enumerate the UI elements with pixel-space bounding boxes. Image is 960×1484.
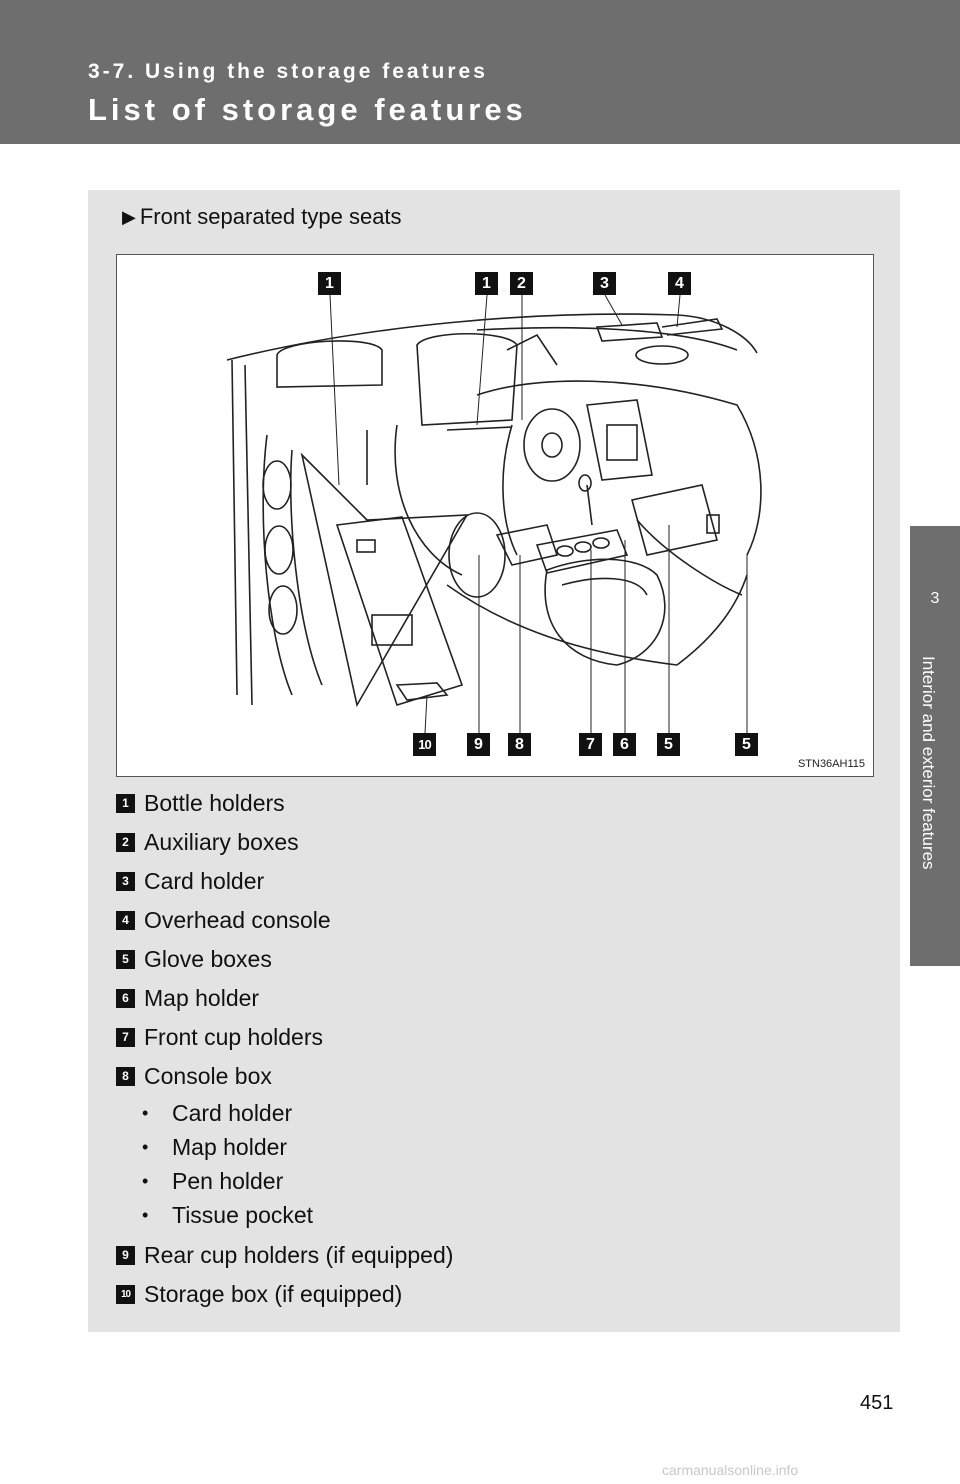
section-label: 3-7. Using the storage features <box>88 60 488 83</box>
list-item <box>116 862 876 901</box>
callout-6: 6 <box>613 733 636 756</box>
figure-code: STN36AH115 <box>797 758 865 770</box>
item-label: Front cup holders <box>144 1024 323 1050</box>
list-item <box>116 940 876 979</box>
number-badge: 3 <box>116 872 135 891</box>
number-badge: 9 <box>116 1246 135 1265</box>
callout-7: 7 <box>579 733 602 756</box>
number-badge: 4 <box>116 911 135 930</box>
subheading-text: Front separated type seats <box>139 204 402 229</box>
callout-1-left: 1 <box>318 272 341 295</box>
bullet-icon: • <box>142 1170 149 1191</box>
sub-item-label: Pen holder <box>172 1167 284 1194</box>
callout-8: 8 <box>508 733 531 756</box>
item-label: Card holder <box>144 868 265 894</box>
callout-3: 3 <box>593 272 616 295</box>
list-item <box>116 901 876 940</box>
list-item <box>116 1236 876 1275</box>
number-badge: 8 <box>116 1067 135 1086</box>
item-label: Console box <box>144 1063 272 1089</box>
list-item <box>116 1057 876 1096</box>
sub-item-label: Map holder <box>172 1133 288 1160</box>
number-badge: 1 <box>116 794 135 813</box>
item-label: Map holder <box>144 985 260 1011</box>
list-item <box>116 1018 876 1057</box>
bullet-icon: • <box>142 1102 149 1123</box>
callout-9: 9 <box>467 733 490 756</box>
console-box-contents <box>116 1096 876 1232</box>
list-item <box>116 823 876 862</box>
item-label: Auxiliary boxes <box>144 829 299 855</box>
storage-feature-list <box>116 784 876 1314</box>
item-label: Bottle holders <box>144 790 285 816</box>
watermark: carmanualsonline.info <box>662 1462 799 1478</box>
chapter-number: 3 <box>930 590 940 607</box>
chapter-tab <box>910 526 960 966</box>
vehicle-interior-drawing <box>117 255 873 776</box>
sub-list-item <box>116 1198 876 1232</box>
arrow-right-icon: ▶ <box>122 206 136 227</box>
item-label: Storage box (if equipped) <box>144 1281 403 1307</box>
number-badge: 2 <box>116 833 135 852</box>
sub-list-item <box>116 1164 876 1198</box>
item-label: Glove boxes <box>144 946 272 972</box>
number-badge: 7 <box>116 1028 135 1047</box>
item-label: Rear cup holders (if equipped) <box>144 1242 454 1268</box>
sub-item-label: Card holder <box>172 1099 293 1126</box>
sub-item-label: Tissue pocket <box>172 1201 314 1228</box>
list-item <box>116 1275 876 1314</box>
callout-5-left: 5 <box>657 733 680 756</box>
sub-list-item <box>116 1130 876 1164</box>
callout-10: 10 <box>413 733 436 756</box>
callout-2: 2 <box>510 272 533 295</box>
item-label: Overhead console <box>144 907 331 933</box>
callout-1-right: 1 <box>475 272 498 295</box>
list-item <box>116 784 876 823</box>
chapter-title: Interior and exterior features <box>919 656 938 870</box>
subheading <box>122 204 402 230</box>
number-badge: 5 <box>116 950 135 969</box>
callout-4: 4 <box>668 272 691 295</box>
list-item <box>116 979 876 1018</box>
bullet-icon: • <box>142 1204 149 1225</box>
number-badge: 10 <box>116 1285 135 1304</box>
sub-list-item <box>116 1096 876 1130</box>
interior-illustration <box>116 254 874 777</box>
page-header <box>0 0 960 144</box>
number-badge: 6 <box>116 989 135 1008</box>
bullet-icon: • <box>142 1136 149 1157</box>
page-number: 451 <box>860 1392 894 1414</box>
callout-5-right: 5 <box>735 733 758 756</box>
page-title: List of storage features <box>88 92 527 127</box>
